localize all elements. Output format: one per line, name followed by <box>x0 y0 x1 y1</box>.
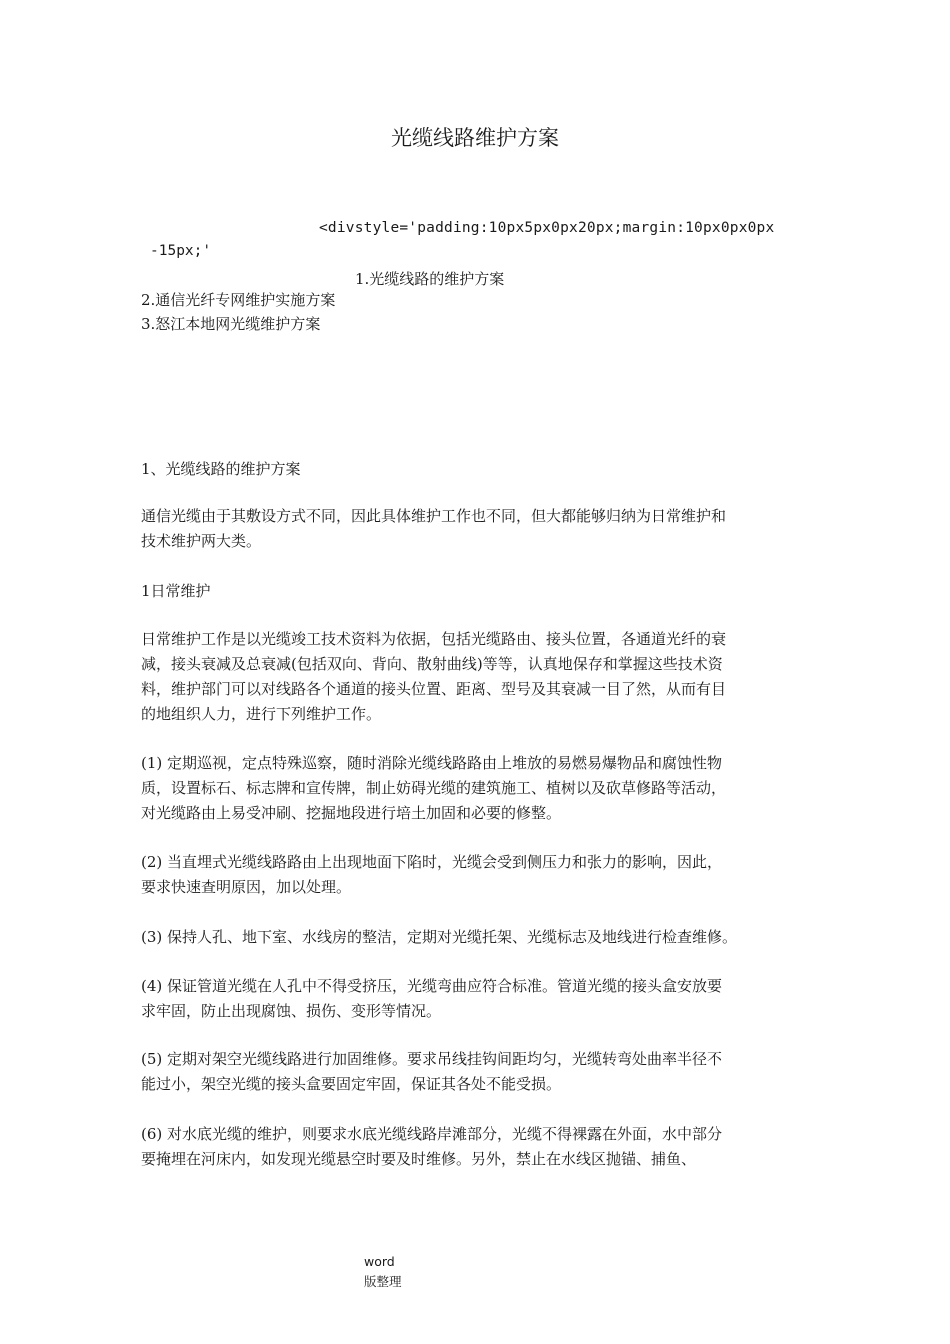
paragraph-line: 减，接头衰减及总衰减(包括双向、背向、散射曲线)等等，认真地保存和掌握这些技术资 <box>141 655 723 673</box>
paragraph-line: 通信光缆由于其敷设方式不同，因此具体维护工作也不同，但大都能够归纳为日常维护和 <box>141 507 727 525</box>
list-item-4 <box>141 974 831 1024</box>
list-item-1 <box>141 751 831 826</box>
paragraph-line: 能过小，架空光缆的接头盒要固定牢固，保证其各处不能受损。 <box>141 1075 562 1093</box>
toc-item-1[interactable]: 1.光缆线路的维护方案 <box>355 270 505 288</box>
paragraph-line: (3) 保持人孔、地下室、水线房的整洁，定期对光缆托架、光缆标志及地线进行检查维修。 <box>141 928 738 946</box>
daily-maintenance-paragraph <box>141 627 831 727</box>
paragraph-line: (2) 当直埋式光缆线路路由上出现地面下陷时，光缆会受到侧压力和张力的影响，因此， <box>141 853 723 871</box>
code-fragment-line-1: <divstyle='padding:10px5px0px20px;margin:10px0px0px <box>319 220 775 236</box>
paragraph-line: 质，设置标石、标志牌和宣传牌，制止妨碍光缆的建筑施工、植树以及砍草修路等活动， <box>141 779 727 797</box>
sub-heading: 1日常维护 <box>141 582 211 600</box>
intro-paragraph <box>141 504 831 554</box>
footer-sublabel: 版整理 <box>364 1274 402 1289</box>
paragraph-line: (1) 定期巡视，定点特殊巡察，随时消除光缆线路路由上堆放的易燃易爆物品和腐蚀性物 <box>141 754 723 772</box>
list-item-6 <box>141 1122 831 1172</box>
paragraph-line: 对光缆路由上易受冲刷、挖掘地段进行培土加固和必要的修整。 <box>141 804 562 822</box>
paragraph-line: (6) 对水底光缆的维护，则要求水底光缆线路岸滩部分，光缆不得裸露在外面，水中部分 <box>141 1125 723 1143</box>
footer-label: word <box>364 1254 395 1269</box>
paragraph-line: (4) 保证管道光缆在人孔中不得受挤压，光缆弯曲应符合标准。管道光缆的接头盒安放要 <box>141 977 723 995</box>
paragraph-line: 料，维护部门可以对线路各个通道的接头位置、距离、型号及其衰减一目了然，从而有目 <box>141 680 727 698</box>
paragraph-line: 的地组织人力，进行下列维护工作。 <box>141 705 382 723</box>
paragraph-line: 求牢固，防止出现腐蚀、损伤、变形等情况。 <box>141 1002 442 1020</box>
paragraph-line: 要求快速查明原因，加以处理。 <box>141 878 352 896</box>
toc-item-3[interactable]: 3.怒江本地网光缆维护方案 <box>141 315 321 333</box>
toc-item-2[interactable]: 2.通信光纤专网维护实施方案 <box>141 291 336 309</box>
section-heading: 1、光缆线路的维护方案 <box>141 460 301 478</box>
list-item-3 <box>141 925 831 950</box>
document-title: 光缆线路维护方案 <box>391 126 559 150</box>
paragraph-line: 技术维护两大类。 <box>141 532 262 550</box>
code-fragment-line-2: -15px;' <box>150 243 212 259</box>
paragraph-line: 日常维护工作是以光缆竣工技术资料为依据，包括光缆路由、接头位置，各通道光纤的衰 <box>141 630 727 648</box>
list-item-5 <box>141 1047 831 1097</box>
list-item-2 <box>141 850 831 900</box>
paragraph-line: 要掩埋在河床内，如发现光缆悬空时要及时维修。另外，禁止在水线区抛锚、捕鱼、 <box>141 1150 697 1168</box>
paragraph-line: (5) 定期对架空光缆线路进行加固维修。要求吊线挂钩间距均匀，光缆转弯处曲率半径不 <box>141 1050 723 1068</box>
